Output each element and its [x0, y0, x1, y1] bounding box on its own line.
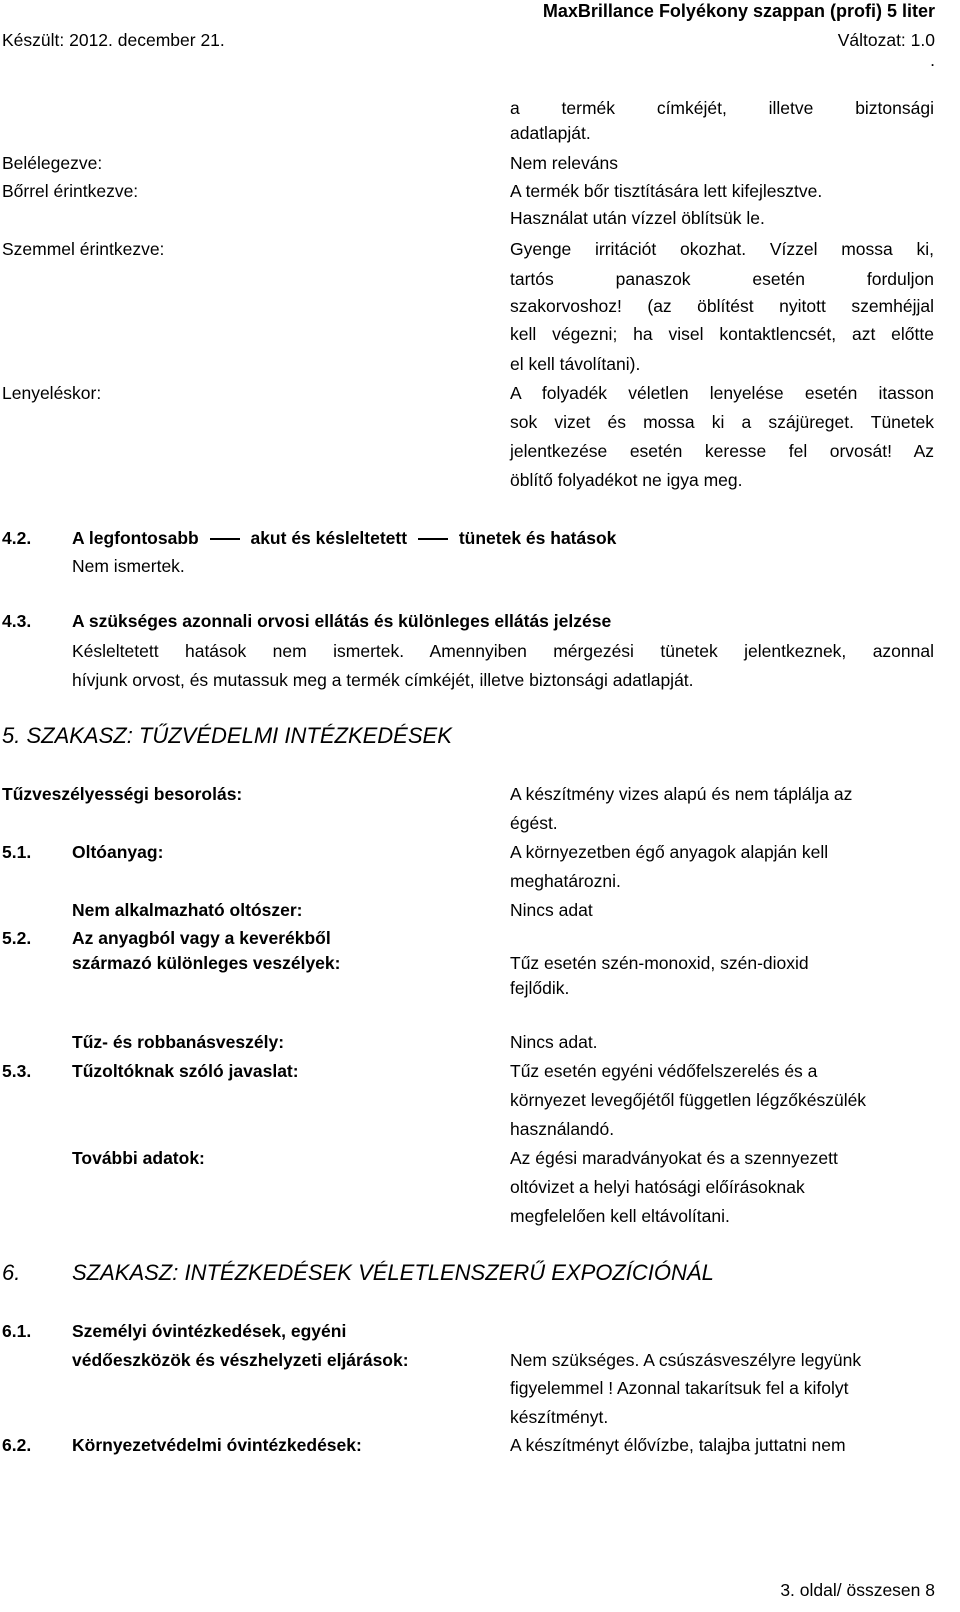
section-number: 5.2.	[2, 928, 32, 948]
created-date: Készült: 2012. december 21.	[2, 30, 225, 50]
firefighter-label: Tűzoltóknak szóló javaslat:	[72, 1061, 299, 1081]
special-hazards-label: Az anyagból vagy a keverékből	[72, 928, 331, 948]
inhaled-label: Belélegezve:	[2, 153, 103, 173]
skin-value: A termék bőr tisztítására lett kifejlesztve.	[510, 181, 823, 201]
swallow-value: sok vizet és mossa ki a szájüreget. Tünetek	[510, 412, 934, 432]
further-info-value: oltóvizet a helyi hatósági előírásoknak	[510, 1177, 805, 1197]
version-label: Változat: 1.0	[837, 30, 935, 50]
section-number: 5.3.	[2, 1061, 32, 1081]
further-info-label: További adatok:	[72, 1148, 205, 1168]
swallow-value: jelentkezése esetén keresse fel orvosát! Az	[510, 441, 934, 461]
section-number: 6.1.	[2, 1321, 32, 1341]
personal-precautions-value: készítményt.	[510, 1407, 609, 1427]
eye-value: tartós panaszok esetén forduljon	[510, 269, 934, 289]
swallow-value: A folyadék véletlen lenyelése esetén itasson	[510, 383, 934, 403]
eye-value: kell végezni; ha visel kontaktlencsét, azt előtte	[510, 324, 934, 344]
section-6-number: 6.	[2, 1260, 21, 1285]
special-hazards-label: származó különleges veszélyek:	[72, 953, 341, 973]
eye-value: el kell távolítani).	[510, 354, 641, 374]
personal-precautions-value: Nem szükséges. A csúszásveszélyre legyünk	[510, 1350, 862, 1370]
eye-value: Gyenge irritációt okozhat. Vízzel mossa ki,	[510, 239, 934, 259]
continued-line: adatlapját.	[510, 123, 591, 143]
swallow-label: Lenyeléskor:	[2, 383, 102, 403]
inhaled-value: Nem releváns	[510, 153, 618, 173]
section-title-4-3: A szükséges azonnali orvosi ellátás és különleges ellátás jelzése	[72, 611, 612, 631]
eye-label: Szemmel érintkezve:	[2, 239, 165, 259]
special-hazards-value: Tűz esetén szén-monoxid, szén-dioxid	[510, 953, 809, 973]
skin-label: Bőrrel érintkezve:	[2, 181, 139, 201]
further-info-value: megfelelően kell eltávolítani.	[510, 1206, 730, 1226]
swallow-value: öblítő folyadékot ne igya meg.	[510, 470, 743, 490]
fire-class-value: A készítmény vizes alapú és nem táplálja az	[510, 784, 853, 804]
firefighter-value: környezet levegőjétől független légzőkészülék	[510, 1090, 867, 1110]
personal-precautions-label: védőeszközök és vészhelyzeti eljárások:	[72, 1350, 409, 1370]
fire-class-value: égést.	[510, 813, 558, 833]
firefighter-value: Tűz esetén egyéni védőfelszerelés és a	[510, 1061, 818, 1081]
product-title: MaxBrillance Folyékony szappan (profi) 5 liter	[542, 1, 935, 21]
extinguisher-value: meghatározni.	[510, 871, 621, 891]
section-body: Késleltetett hatások nem ismertek. Amennyiben mérgezési tünetek jelentkeznek, azonnal	[72, 641, 934, 661]
section-number: 4.2.	[2, 528, 32, 548]
section-body: hívjunk orvost, és mutassuk meg a termék címkéjét, illetve biztonsági adatlapját.	[72, 670, 694, 690]
environmental-precautions-label: Környezetvédelmi óvintézkedések:	[72, 1435, 362, 1455]
explosion-value: Nincs adat.	[510, 1032, 598, 1052]
personal-precautions-value: figyelemmel ! Azonnal takarítsuk fel a kifolyt	[510, 1378, 849, 1398]
section-number: 5.1.	[2, 842, 32, 862]
special-hazards-value: fejlődik.	[510, 978, 570, 998]
continued-line: a termék címkéjét, illetve biztonsági	[510, 98, 934, 118]
page-number: 3. oldal/ összesen 8	[780, 1580, 935, 1600]
section-5-heading: 5. SZAKASZ: TŰZVÉDELMI INTÉZKEDÉSEK	[2, 723, 452, 748]
skin-value: Használat után vízzel öblítsük le.	[510, 208, 765, 228]
extinguisher-value: A környezetben égő anyagok alapján kell	[510, 842, 829, 862]
fire-class-label: Tűzveszélyességi besorolás:	[2, 784, 243, 804]
section-number: 4.3.	[2, 611, 32, 631]
firefighter-value: használandó.	[510, 1119, 615, 1139]
eye-value: szakorvoshoz! (az öblítést nyitott szemhéjjal	[510, 296, 934, 316]
explosion-label: Tűz- és robbanásveszély:	[72, 1032, 285, 1052]
extinguisher-label: Oltóanyag:	[72, 842, 164, 862]
title-dash	[418, 538, 448, 540]
header-dot: .	[930, 50, 935, 70]
section-title-4-2: A legfontosabb akut és késleltetett tünetek és hatások	[72, 528, 617, 548]
environmental-precautions-value: A készítményt élővízbe, talajba juttatni nem	[510, 1435, 846, 1455]
personal-precautions-label: Személyi óvintézkedések, egyéni	[72, 1321, 347, 1341]
title-dash	[210, 538, 240, 540]
section-body: Nem ismertek.	[72, 556, 185, 576]
unsuitable-label: Nem alkalmazható oltószer:	[72, 900, 303, 920]
further-info-value: Az égési maradványokat és a szennyezett	[510, 1148, 838, 1168]
unsuitable-value: Nincs adat	[510, 900, 593, 920]
section-6-heading: SZAKASZ: INTÉZKEDÉSEK VÉLETLENSZERŰ EXPOZÍCIÓNÁL	[72, 1260, 714, 1285]
section-number: 6.2.	[2, 1435, 32, 1455]
